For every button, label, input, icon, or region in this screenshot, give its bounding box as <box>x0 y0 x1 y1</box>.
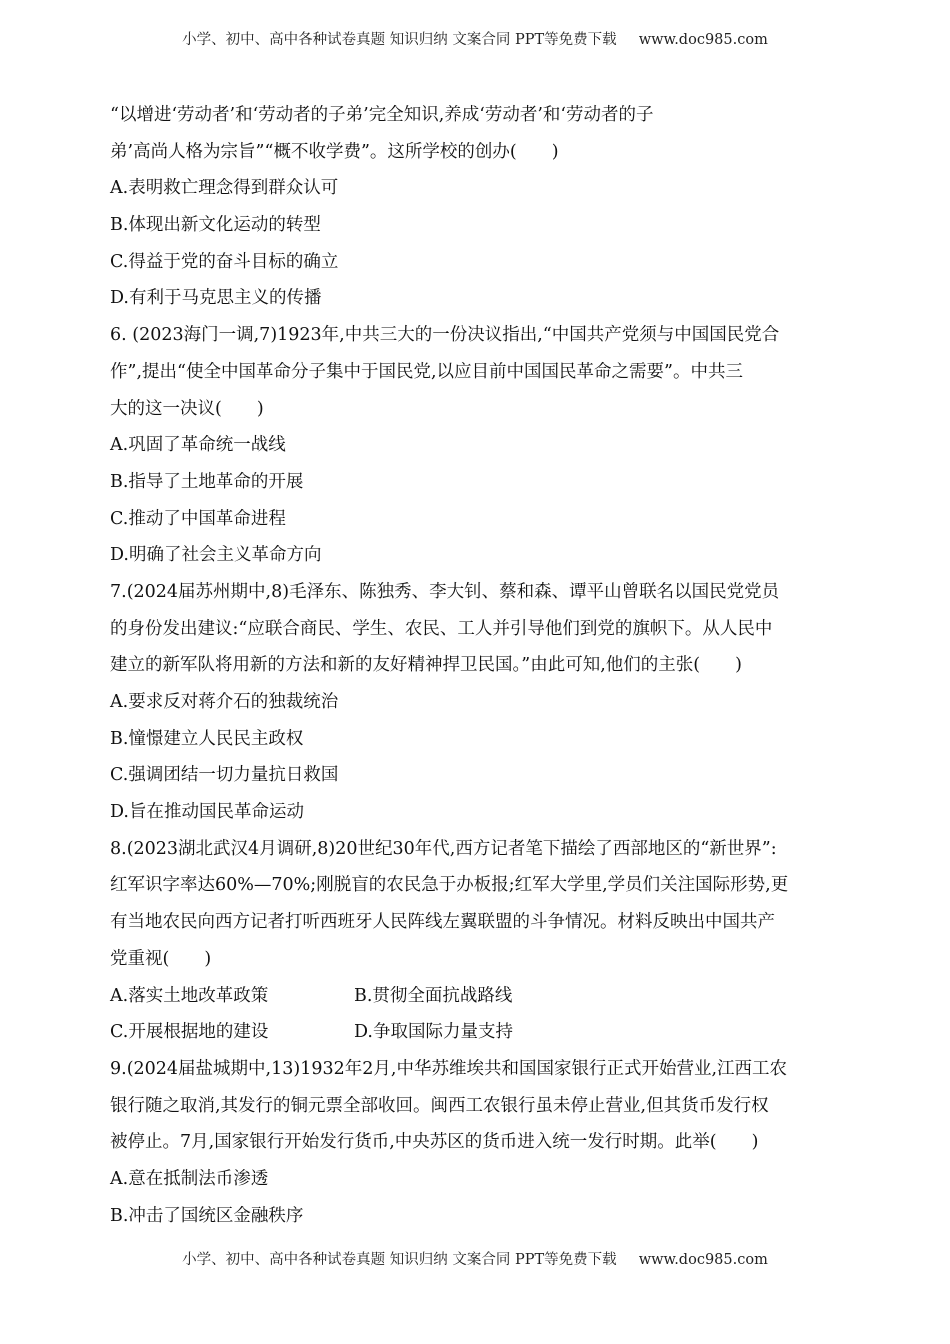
question-8 <box>110 831 844 1051</box>
page-footer <box>0 1248 950 1269</box>
question-8-option-d: D.争取国际力量支持 <box>354 1022 513 1043</box>
question-8-stem-line-3: 有当地农民向西方记者打听西班牙人民阵线左翼联盟的斗争情况。材料反映出中国共产 <box>110 912 775 933</box>
question-7 <box>110 574 844 831</box>
question-8-option-a: A.落实土地改革政策 <box>110 985 269 1006</box>
question-8-option-b: B.贯彻全面抗战路线 <box>354 985 513 1006</box>
question-6-stem-line-1: 6. (2023海门一调,7)1923年,中共三大的一份决议指出,“中国共产党须与中国国民党合 <box>110 325 780 346</box>
question-6-option-a: A.巩固了革命统一战线 <box>110 435 286 456</box>
question-6-stem-line-2: 作”,提出“使全中国革命分子集中于国民党,以应目前中国国民革命之需要”。中共三 <box>110 361 743 382</box>
question-7-stem-line-3: 建立的新军队将用新的方法和新的友好精神捍卫民国。”由此可知,他们的主张( ) <box>110 655 742 676</box>
exam-content <box>110 97 844 1234</box>
question-8-stem-line-2: 红军识字率达60%—70%;刚脱盲的农民急于办板报;红军大学里,学员们关注国际形势,更 <box>110 875 789 896</box>
question-5 <box>110 97 844 317</box>
question-6-option-b: B.指导了土地革命的开展 <box>110 471 304 492</box>
header-text: 小学、初中、高中各种试卷真题 知识归纳 文案合同 PPT等免费下载 <box>182 32 617 48</box>
question-5-option-a: A.表明救亡理念得到群众认可 <box>110 178 339 199</box>
question-6 <box>110 317 844 574</box>
question-9-stem-line-1: 9.(2024届盐城期中,13)1932年2月,中华苏维埃共和国国家银行正式开始营业,江西工农 <box>110 1058 788 1079</box>
question-7-option-b: B.憧憬建立人民民主政权 <box>110 728 304 749</box>
question-9 <box>110 1051 844 1234</box>
question-8-stem-line-4: 党重视( ) <box>110 948 212 969</box>
question-5-option-b: B.体现出新文化运动的转型 <box>110 215 321 236</box>
question-8-option-c: C.开展根据地的建设 <box>110 1022 269 1043</box>
question-7-option-a: A.要求反对蒋介石的独裁统治 <box>110 692 339 712</box>
question-9-option-a: A.意在抵制法币渗透 <box>110 1168 269 1189</box>
question-9-stem-line-2: 银行随之取消,其发行的铜元票全部收回。闽西工农银行虽未停止营业,但其货币发行权 <box>110 1095 769 1116</box>
question-9-stem-line-3: 被停止。7月,国家银行开始发行货币,中央苏区的货币进入统一发行时期。此举( ) <box>110 1132 759 1153</box>
question-6-option-d: D.明确了社会主义革命方向 <box>110 545 322 566</box>
header-site-link[interactable]: www.doc985.com <box>638 32 768 48</box>
question-7-option-d: D.旨在推动国民革命运动 <box>110 802 304 823</box>
question-8-options-row-1 <box>110 978 844 1015</box>
question-9-option-b: B.冲击了国统区金融秩序 <box>110 1205 304 1226</box>
page-header <box>0 28 950 49</box>
question-5-stem-line-2: 弟’高尚人格为宗旨”“概不收学费”。这所学校的创办( ) <box>110 141 559 162</box>
footer-site-link[interactable]: www.doc985.com <box>638 1252 768 1268</box>
question-7-stem-line-1: 7.(2024届苏州期中,8)毛泽东、陈独秀、李大钊、蔡和森、谭平山曾联名以国民党党员 <box>110 581 780 602</box>
question-6-stem-line-3: 大的这一决议( ) <box>110 398 264 419</box>
question-7-option-c: C.强调团结一切力量抗日救国 <box>110 765 339 786</box>
footer-text: 小学、初中、高中各种试卷真题 知识归纳 文案合同 PPT等免费下载 <box>182 1252 617 1268</box>
question-6-option-c: C.推动了中国革命进程 <box>110 508 286 529</box>
question-5-option-c: C.得益于党的奋斗目标的确立 <box>110 251 339 272</box>
question-5-option-d: D.有利于马克思主义的传播 <box>110 288 322 309</box>
question-5-stem-line-1: “以增进‘劳动者’和‘劳动者的子弟’完全知识,养成‘劳动者’和‘劳动者的子 <box>110 105 654 125</box>
question-7-stem-line-2: 的身份发出建议:“应联合商民、学生、农民、工人并引导他们到党的旗帜下。从人民中 <box>110 618 773 639</box>
question-8-stem-line-1: 8.(2023湖北武汉4月调研,8)20世纪30年代,西方记者笔下描绘了西部地区的“新世界”: <box>110 838 777 859</box>
question-8-options-row-2 <box>110 1014 844 1051</box>
